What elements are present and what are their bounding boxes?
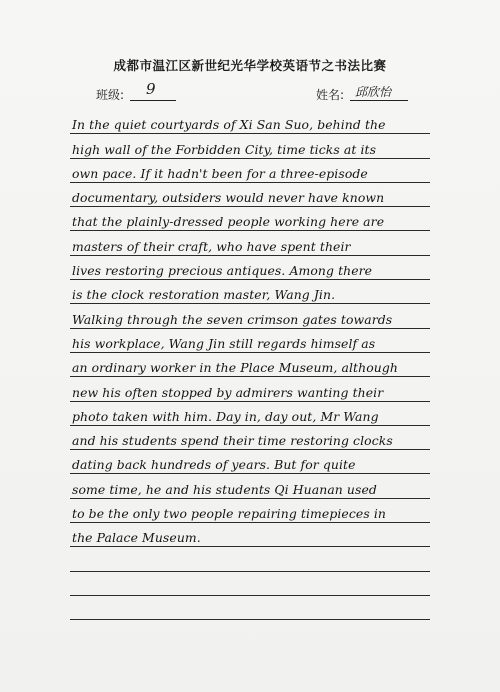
- line-text: documentary, outsiders would never have known: [72, 190, 385, 206]
- line-text: and his students spend their time restoring clocks: [72, 433, 393, 449]
- writing-line: [70, 547, 430, 571]
- writing-line: [70, 304, 430, 328]
- line-text: Walking through the seven crimson gates towards: [72, 311, 393, 327]
- writing-line: [70, 353, 430, 377]
- writing-line: [70, 231, 430, 255]
- writing-line: [70, 402, 430, 426]
- class-value: 9: [146, 80, 156, 98]
- line-text: an ordinary worker in the Place Museum, although: [72, 360, 398, 376]
- writing-line: [70, 596, 430, 620]
- line-text: high wall of the Forbidden City, time ticks at its: [72, 141, 377, 157]
- writing-line: [70, 499, 430, 523]
- class-underline: [130, 100, 176, 101]
- writing-line: [70, 450, 430, 474]
- line-text: photo taken with him. Day in, day out, Mr Wang: [72, 408, 379, 424]
- line-text: to be the only two people repairing timepieces in: [72, 506, 386, 522]
- line-text: masters of their craft, who have spent their: [72, 238, 351, 254]
- name-value: 邱欣怡: [355, 85, 392, 99]
- line-text: own pace. If it hadn't been for a three-episode: [72, 165, 368, 181]
- writing-line: [70, 159, 430, 183]
- line-text: the Palace Museum.: [72, 530, 201, 546]
- name-label: 姓名:: [316, 88, 345, 102]
- writing-line: [70, 329, 430, 353]
- line-text: some time, he and his students Qi Huanan used: [72, 481, 377, 497]
- writing-line: [70, 523, 430, 547]
- writing-line: [70, 183, 430, 207]
- writing-line: [70, 207, 430, 231]
- line-text: lives restoring precious antiques. Among there: [72, 263, 373, 279]
- line-text: new his often stopped by admirers wanting their: [72, 384, 384, 400]
- writing-line: [70, 377, 430, 401]
- name-underline: [350, 100, 408, 101]
- writing-line: [70, 572, 430, 596]
- writing-line: [70, 474, 430, 498]
- class-label: 班级:: [96, 88, 125, 102]
- line-text: that the plainly-dressed people working here are: [72, 214, 385, 230]
- writing-line: [70, 280, 430, 304]
- line-text: is the clock restoration master, Wang Jin.: [72, 287, 336, 303]
- line-text: dating back hundreds of years. But for quite: [72, 457, 356, 473]
- writing-line: [70, 110, 430, 134]
- writing-line: [70, 134, 430, 158]
- writing-line: [70, 426, 430, 450]
- writing-lines: [70, 110, 430, 620]
- line-text: his workplace, Wang Jin still regards himself as: [72, 335, 376, 351]
- line-text: In the quiet courtyards of Xi San Suo, behind the: [72, 117, 386, 133]
- page-title: 成都市温江区新世纪光华学校英语节之书法比赛: [113, 58, 387, 73]
- writing-line: [70, 256, 430, 280]
